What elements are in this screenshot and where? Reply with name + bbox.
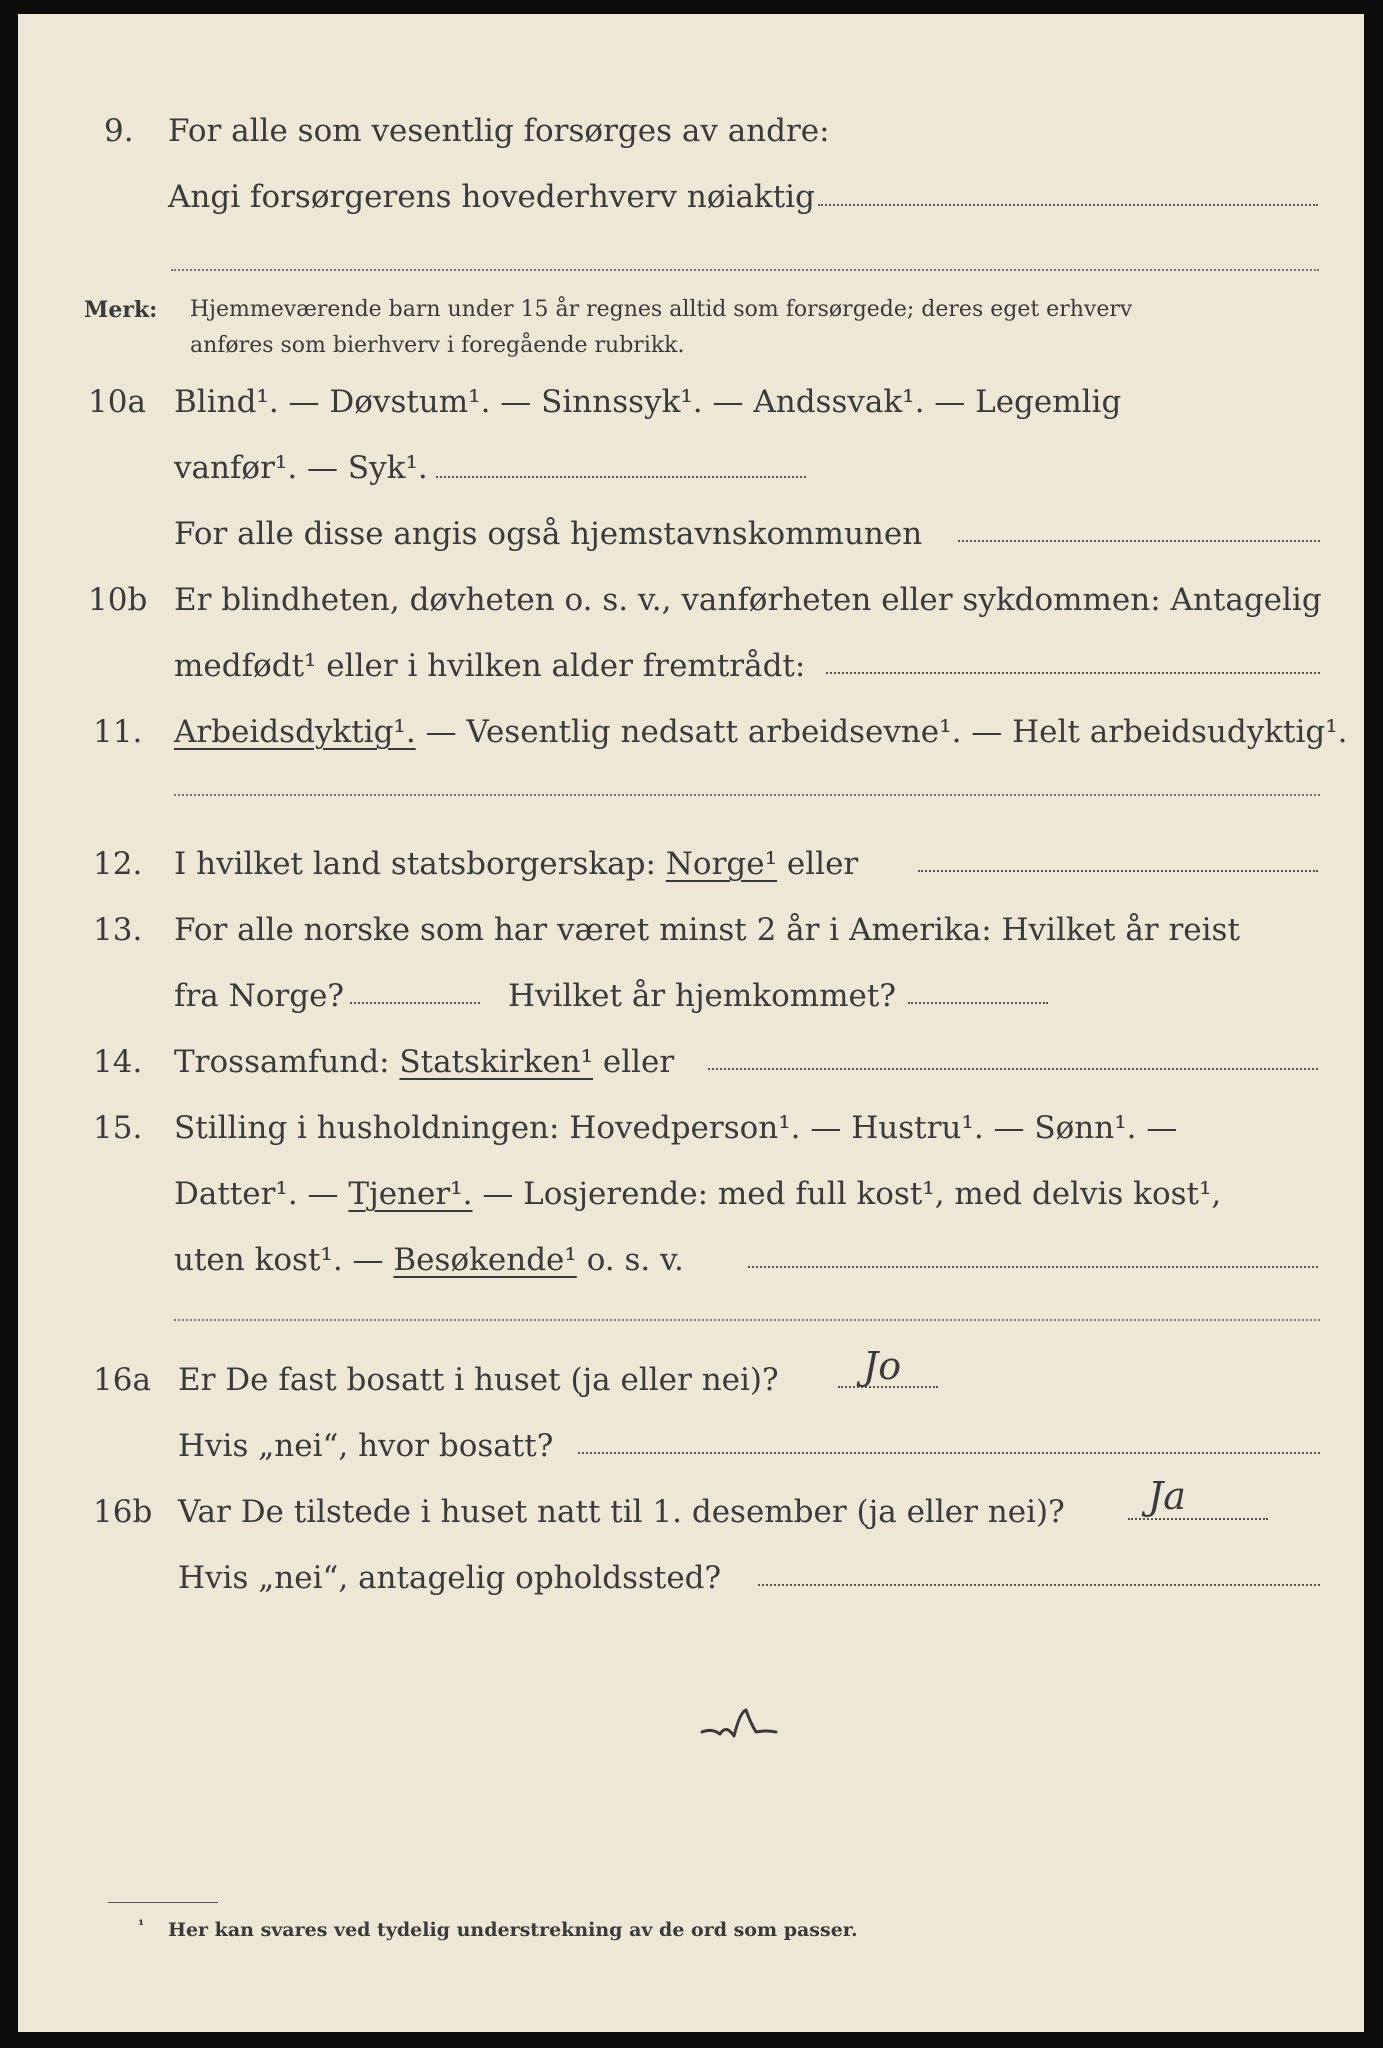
q15-line2a: Datter¹. — bbox=[174, 1176, 339, 1212]
q12-answer-norge[interactable]: Norge¹ bbox=[665, 846, 778, 882]
q15-extra-line[interactable] bbox=[174, 1319, 1320, 1321]
q10a-municipality-answer-line[interactable] bbox=[958, 540, 1320, 542]
q15-line3c: o. s. v. bbox=[586, 1242, 684, 1278]
census-form-page bbox=[18, 14, 1364, 2032]
q15-option-besokende[interactable]: Besøkende¹ bbox=[393, 1242, 577, 1278]
q13-line2b: Hvilket år hjemkommet? bbox=[508, 978, 896, 1014]
note-line1: Hjemmeværende barn under 15 år regnes alltid som forsørgede; deres eget erhverv bbox=[190, 297, 1133, 322]
note-line2: anføres som bierhverv i foregående rubrikk. bbox=[190, 333, 685, 358]
q15-line3 bbox=[174, 1242, 684, 1278]
q10a-line1: Blind¹. — Døvstum¹. — Sinnssyk¹. — Andssvak¹. — Legemlig bbox=[174, 384, 1122, 420]
q11-text bbox=[174, 714, 1348, 750]
note-label: Merk: bbox=[84, 297, 158, 323]
q14-number: 14. bbox=[93, 1044, 143, 1080]
q12-prefix: I hvilket land statsborgerskap: bbox=[174, 846, 656, 882]
q10b-number: 10b bbox=[88, 582, 148, 618]
q16a-handwritten-answer: Jo bbox=[863, 1344, 902, 1388]
q15-line3a: uten kost¹. — bbox=[174, 1242, 384, 1278]
q13-departure-answer-line[interactable] bbox=[350, 1002, 480, 1004]
q14-answer-statskirken[interactable]: Statskirken¹ bbox=[399, 1044, 593, 1080]
q12-number: 12. bbox=[93, 846, 143, 882]
q9-answer-line[interactable] bbox=[818, 204, 1318, 206]
q14-prefix: Trossamfund: bbox=[174, 1044, 390, 1080]
q14-suffix: eller bbox=[602, 1044, 675, 1080]
q12-suffix: eller bbox=[786, 846, 859, 882]
handwritten-check-mark-icon bbox=[696, 1702, 792, 1746]
q11-rest: — Vesentlig nedsatt arbeidsevne¹. — Helt arbeidsudyktig¹. bbox=[425, 714, 1348, 750]
q16b-number: 16b bbox=[93, 1494, 153, 1530]
q16a-number: 16a bbox=[93, 1362, 151, 1398]
q10a-number: 10a bbox=[88, 384, 146, 420]
q9-line2: Angi forsørgerens hovederhverv nøiaktig bbox=[168, 179, 815, 215]
q15-number: 15. bbox=[93, 1110, 143, 1146]
q16a-residence-answer-line[interactable] bbox=[578, 1452, 1320, 1454]
q10b-line1: Er blindheten, døvheten o. s. v., vanførheten eller sykdommen: Antagelig bbox=[174, 582, 1322, 618]
q15-line1: Stilling i husholdningen: Hovedperson¹. — Hustru¹. — Sønn¹. — bbox=[174, 1110, 1178, 1146]
footnote-rule bbox=[108, 1902, 218, 1903]
q14-answer-line[interactable] bbox=[708, 1068, 1318, 1070]
q16b-handwritten-answer: Ja bbox=[1148, 1474, 1186, 1518]
q15-line2 bbox=[174, 1176, 1221, 1212]
q10b-line2: medfødt¹ eller i hvilken alder fremtrådt: bbox=[174, 648, 806, 684]
q14-text bbox=[174, 1044, 674, 1080]
q10a-line2: vanfør¹. — Syk¹. bbox=[174, 450, 428, 486]
q9-extra-line[interactable] bbox=[171, 269, 1319, 271]
q15-line2c: — Losjerende: med full kost¹, med delvis kost¹, bbox=[482, 1176, 1222, 1212]
footnote-text: Her kan svares ved tydelig understrekning av de ord som passer. bbox=[168, 1919, 858, 1941]
q10b-answer-line[interactable] bbox=[826, 672, 1320, 674]
q16a-line2: Hvis „nei“, hvor bosatt? bbox=[178, 1428, 554, 1464]
q13-return-answer-line[interactable] bbox=[908, 1002, 1048, 1004]
q13-number: 13. bbox=[93, 912, 143, 948]
q16b-answer-line[interactable] bbox=[1128, 1518, 1268, 1520]
q16a-line1: Er De fast bosatt i huset (ja eller nei)? bbox=[178, 1362, 779, 1398]
q15-option-tjener[interactable]: Tjener¹. bbox=[348, 1176, 473, 1212]
q15-answer-line[interactable] bbox=[748, 1266, 1318, 1268]
q9-line1: For alle som vesentlig forsørges av andre: bbox=[168, 113, 830, 149]
q12-answer-line[interactable] bbox=[918, 870, 1318, 872]
q10a-line3: For alle disse angis også hjemstavnskommunen bbox=[174, 516, 923, 552]
q16b-line2: Hvis „nei“, antagelig opholdssted? bbox=[178, 1560, 722, 1596]
q12-text bbox=[174, 846, 858, 882]
q11-extra-line[interactable] bbox=[174, 794, 1320, 796]
q16b-line1: Var De tilstede i huset natt til 1. desember (ja eller nei)? bbox=[178, 1494, 1065, 1530]
q11-number: 11. bbox=[93, 714, 143, 750]
q13-line1: For alle norske som har været minst 2 år i Amerika: Hvilket år reist bbox=[174, 912, 1240, 948]
q9-number: 9. bbox=[104, 113, 134, 149]
q10a-sick-answer-line[interactable] bbox=[436, 476, 806, 478]
q13-line2a: fra Norge? bbox=[174, 978, 345, 1014]
footnote-mark: ¹ bbox=[138, 1918, 145, 1934]
q11-option-arbeidsdyktig[interactable]: Arbeidsdyktig¹. bbox=[174, 714, 416, 750]
q16b-whereabouts-answer-line[interactable] bbox=[758, 1584, 1320, 1586]
